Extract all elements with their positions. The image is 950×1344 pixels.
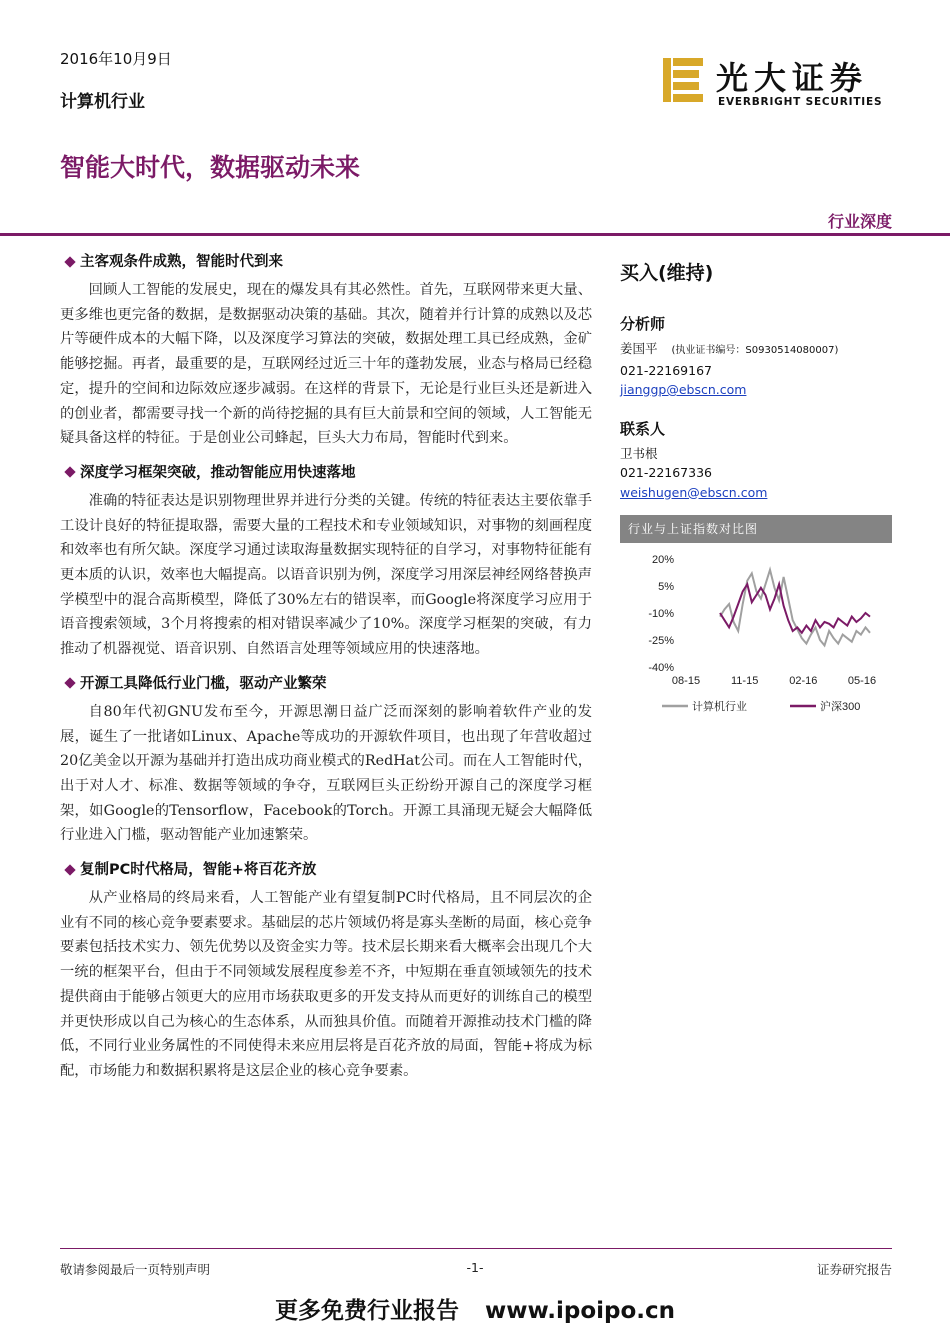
- series-line-industry: [720, 570, 870, 646]
- footer-report-label: 证券研究报告: [816, 1262, 892, 1277]
- diamond-bullet-icon: [64, 467, 75, 478]
- logo-chinese-name: 光大证券: [716, 59, 869, 97]
- y-tick-label: 20%: [651, 554, 674, 566]
- diamond-bullet-icon: [64, 678, 75, 689]
- y-tick-label: 5%: [658, 581, 674, 593]
- contact-phone: 021-22167336: [620, 465, 712, 480]
- contact-email-link[interactable]: weishugen@ebscn.com: [620, 484, 768, 500]
- section-heading-text: 复制PC时代格局，智能+将百花齐放: [80, 862, 317, 879]
- section-heading: [60, 250, 592, 274]
- contact-heading: 联系人: [620, 419, 666, 438]
- diamond-bullet-icon: [64, 256, 75, 267]
- x-tick-label: 02-16: [789, 675, 818, 687]
- section-body: 回顾人工智能的发展史，现在的爆发具有其必然性。首先，互联网带来更大量、更多维也更完备的数据，是数据驱动决策的基础。其次，随着并行计算的成熟以及芯片等硬件成本的大幅下降，以及深度学习算法的突破，数据处理工具已经成熟，金矿能够挖掘。再者，最重要的是，互联网经过近三十年的蓬勃发展，业态与格局已经稳定，提升的空间和边际效应逐步减弱。在这样的背景下，无论是行业巨头还是新进入的创业者，都需要寻找一个新的尚待挖掘的具有巨大前景和空间的领域，人工智能无疑具备这样的特征。于是创业公司蜂起，巨头大力布局，智能时代到来。: [60, 282, 592, 447]
- analyst-line: [620, 339, 892, 361]
- analyst-phone: 021-22169167: [620, 362, 712, 378]
- banner-text: 更多免费行业报告: [274, 1298, 459, 1324]
- report-date: 2016年10月9日: [60, 50, 172, 68]
- chart-title: 行业与上证指数对比图: [620, 515, 892, 543]
- header-divider: [0, 233, 950, 236]
- chart-plot: [620, 543, 892, 723]
- section-heading: [60, 461, 592, 485]
- section-body: 自80年代初GNU发布至今，开源思潮日益广泛而深刻的影响着软件产业的发展，诞生了一批诸如Linux、Apache等成功的开源软件项目，也出现了年营收超过20亿美金以开源为基础并打造出成功商业模式的RedHat公司。而在人工智能时代，出于对人才、标准、数据等领域的争夺，互联网巨头正纷纷开源自己的深度学习框架，如Google的Tensorflow，Facebook的Torch。开源工具涌现无疑会大幅降低行业进入门槛，驱动智能产业加速繁荣。: [60, 703, 592, 844]
- y-tick-label: -25%: [648, 635, 674, 647]
- x-tick-label: 08-15: [671, 675, 701, 687]
- section-4: [60, 858, 592, 1084]
- banner-url[interactable]: www.ipoipo.cn: [484, 1298, 676, 1324]
- comparison-chart: [620, 515, 892, 727]
- x-tick-label: 05-16: [847, 675, 877, 687]
- legend-label: 计算机行业: [692, 701, 747, 713]
- y-tick-label: -40%: [648, 662, 674, 674]
- legend-label: 沪深300: [820, 701, 861, 713]
- promo-banner: [0, 1292, 950, 1325]
- analyst-email-link[interactable]: jianggp@ebscn.com: [620, 382, 747, 397]
- logo-english-name: EVERBRIGHT SECURITIES: [718, 96, 883, 108]
- analyst-license: (执业证书编号：S0930514080007): [671, 345, 839, 356]
- rating: 买入(维持): [620, 262, 714, 284]
- section-body: 准确的特征表达是识别物理世界并进行分类的关键。传统的特征表达主要依靠手工设计良好的特征提取器，需要大量的工程技术和专业领域知识，对事物的刻画程度和效率也有所欠缺。深度学习通过读取海量数据实现特征的自学习，对事物特征能有更本质的认识，效率也大幅提高。以语音识别为例，深度学习用深层神经网络替换声学模型中的混合高斯模型，降低了30%左右的错误率，而Google将深度学习应用于语音搜索领域，3个月将搜索的相对错误率减少了10%。深度学习框架的突破，有力推动了机器视觉、语音识别、自然语言处理等领域应用的快速落地。: [60, 492, 592, 658]
- section-2: [60, 461, 592, 662]
- section-body: 从产业格局的终局来看，人工智能产业有望复制PC时代格局，且不同层次的企业有不同的核心竞争要素要求。基础层的芯片领域仍将是寡头垄断的局面，核心竞争要素包括技术实力、领先优势以及资金实力等。技术层长期来看大概率会出现几个大一统的框架平台，但由于不同领域发展程度参差不齐，中短期在垂直领域领先的技术提供商由于能够占领更大的应用市场获取更多的开发支持从而更好的训练自己的模型并更快形成以自己为核心的生态体系，从而独具价值。而随着开源推动技术门槛的降低，不同行业业务属性的不同使得未来应用层将是百花齐放的局面，智能+将成为标配，市场能力和数据积累将是这层企业的核心竞争要素。: [60, 890, 592, 1079]
- footer-disclaimer: 敬请参阅最后一页特别声明: [60, 1262, 211, 1277]
- page-number: -1-: [466, 1260, 484, 1275]
- section-3: [60, 672, 592, 848]
- contact-name: 卫书根: [620, 445, 658, 461]
- everbright-logo-icon: [663, 58, 703, 102]
- industry-label: 计算机行业: [60, 92, 145, 112]
- section-heading: [60, 858, 592, 882]
- analyst-name: 姜国平: [620, 341, 658, 356]
- section-heading-text: 主客观条件成熟，智能时代到来: [80, 254, 283, 270]
- footer-divider: [60, 1248, 892, 1249]
- section-heading: [60, 672, 592, 696]
- section-heading-text: 开源工具降低行业门槛，驱动产业繁荣: [80, 675, 327, 692]
- y-tick-label: -10%: [648, 608, 674, 620]
- section-heading-text: 深度学习框架突破，推动智能应用快速落地: [80, 464, 356, 481]
- diamond-bullet-icon: [64, 864, 75, 875]
- report-type-label: 行业深度: [827, 212, 892, 231]
- section-1: [60, 250, 592, 451]
- sidebar: [620, 258, 892, 502]
- x-tick-label: 11-15: [731, 675, 759, 687]
- analyst-heading: 分析师: [620, 315, 666, 333]
- report-title: 智能大时代，数据驱动未来: [60, 153, 361, 182]
- main-content: [60, 250, 592, 1094]
